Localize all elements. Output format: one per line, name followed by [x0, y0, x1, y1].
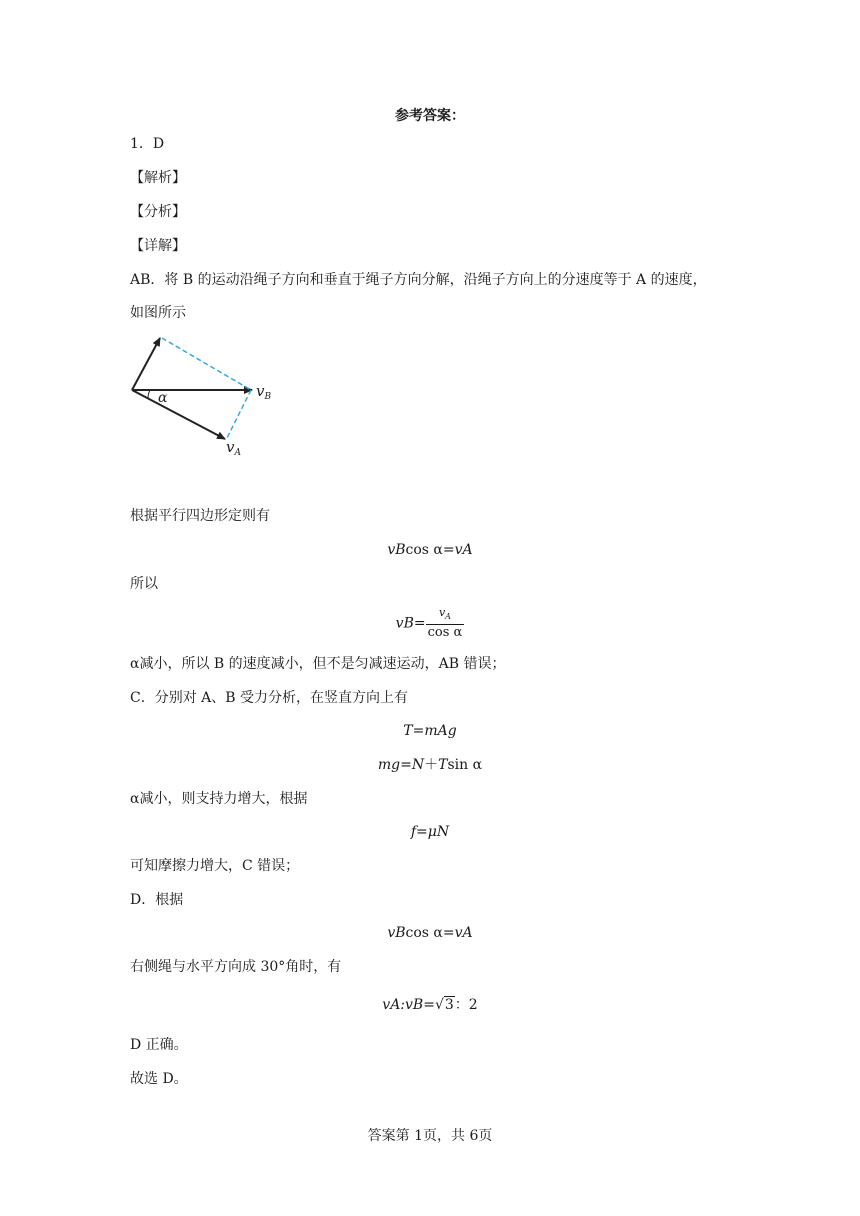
vb-label: $v_B$ [256, 382, 272, 402]
choose-text: 故选 D。 [130, 1071, 188, 1087]
equation-7: vA:vB=√3：2 [382, 997, 478, 1013]
equation-2: vB= $\frac{v_A}{\text{cos α}}$ [395, 606, 463, 641]
velocity-decomposition-diagram [120, 330, 290, 460]
dashed-right [226, 390, 251, 440]
d-correct-text: D 正确。 [130, 1037, 188, 1053]
c-conclusion-text: 可知摩擦力增大，C 错误； [130, 858, 300, 874]
angle-text: 右侧绳与水平方向成 30°角时，有 [130, 959, 342, 975]
suoyi-text: 所以 [130, 576, 158, 592]
ab-text-line2: 如图所示 [130, 305, 186, 321]
fenxi-heading: 【分析】 [130, 204, 186, 220]
c-option-text: C．分别对 A、B 受力分析，在竖直方向上有 [130, 690, 409, 706]
va-label: $v_A$ [226, 438, 241, 458]
alpha-decrease-text: α减小，所以 B 的速度减小，但不是匀减速运动，AB 错误； [130, 656, 506, 672]
va-arrow [132, 390, 225, 439]
analysis-heading: 【解析】 [130, 170, 186, 186]
sqrt-symbol: √3 [434, 997, 454, 1013]
fraction: $\frac{v_A}{\text{cos α}}$ [427, 606, 463, 641]
equation-3: T=mAg [403, 723, 457, 739]
page-title: 参考答案： [395, 108, 465, 124]
answer-line: 1．D [130, 136, 165, 152]
equation-4: mg=N＋Tsin α [377, 757, 483, 773]
page-footer: 答案第 1页，共 6页 [367, 1128, 493, 1144]
detail-heading: 【详解】 [130, 238, 186, 254]
rule-text: 根据平行四边形定则有 [130, 508, 270, 524]
ab-text-line1: AB．将 B 的运动沿绳子方向和垂直于绳子方向分解，沿绳子方向上的分速度等于 A 的速度， [130, 272, 707, 288]
alpha-decrease-text-2: α减小，则支持力增大，根据 [130, 791, 308, 807]
equation-5: f=μN [410, 824, 450, 840]
alpha-arc [148, 390, 150, 399]
equation-6: vBcos α=vA [387, 925, 473, 941]
d-option-text: D．根据 [130, 892, 184, 908]
dashed-top [162, 338, 251, 390]
equation-1: vBcos α=vA [387, 542, 473, 558]
alpha-label: α [158, 390, 168, 406]
perpendicular-arrow [132, 338, 160, 390]
